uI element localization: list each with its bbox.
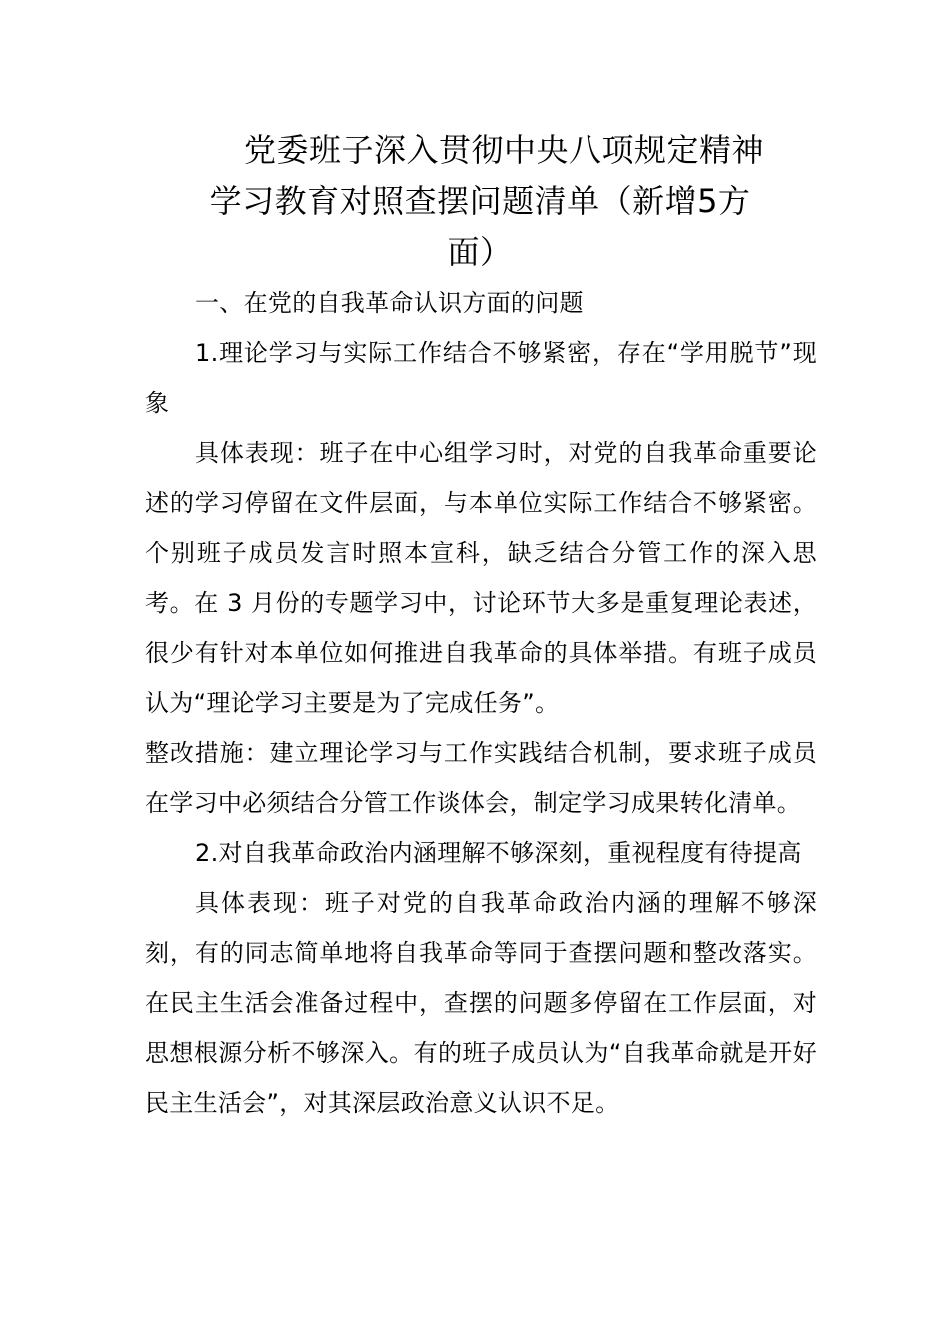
title-line-1: 党委班子深入贯彻中央八项规定精神 — [243, 131, 764, 169]
item-1-manifestation: 具体表现：班子在中心组学习时，对党的自我革命重要论述的学习停留在文件层面，与本单位实际工作结合不够紧密。个别班子成员发言时照本宣科，缺乏结合分管工作的深入思考。在 3 月份的专题学习中，讨论环节大多是重复理论表述，很少有针对本单位如何推进自我革命的具体举措。有班子成员认为“理论学习主要是为了完成任务”。 — [145, 439, 817, 717]
item-1-measures: 整改措施：建立理论学习与工作实践结合机制，要求班子成员在学习中必须结合分管工作谈体会，制定学习成果转化清单。 — [145, 739, 817, 817]
title-line-2: 学习教育对照查摆问题清单（新增5方 — [209, 182, 751, 220]
item-2-manifestation: 具体表现：班子对党的自我革命政治内涵的理解不够深刻，有的同志简单地将自我革命等同于查摆问题和整改落实。在民主生活会准备过程中，查摆的问题多停留在工作层面，对思想根源分析不够深入。有的班子成员认为“自我革命就是开好民主生活会”，对其深层政治意义认识不足。 — [145, 889, 817, 1117]
document-title — [160, 125, 800, 278]
item-2-heading: 2.对自我革命政治内涵理解不够深刻，重视程度有待提高 — [195, 839, 802, 867]
title-line-3: 面） — [447, 233, 513, 271]
item-1-heading: 1.理论学习与实际工作结合不够紧密，存在“学用脱节”现象 — [145, 339, 817, 417]
section-heading: 一、在党的自我革命认识方面的问题 — [195, 289, 584, 317]
document-body — [145, 278, 817, 1128]
